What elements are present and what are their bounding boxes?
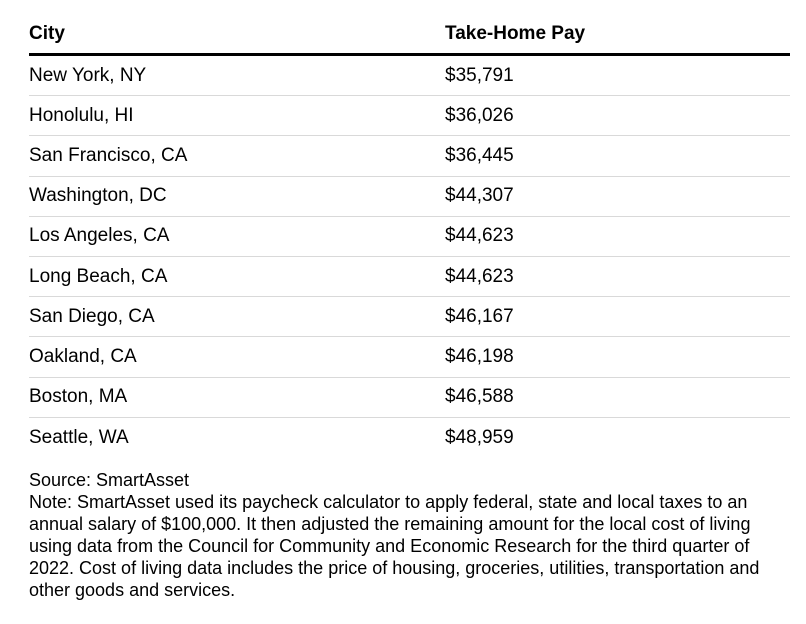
cell-city: Washington, DC <box>29 185 167 207</box>
column-header-city: City <box>29 22 65 44</box>
cell-take-home-pay: $44,623 <box>445 225 514 247</box>
cell-city: San Francisco, CA <box>29 144 188 166</box>
column-header-take-home-pay: Take-Home Pay <box>445 22 586 44</box>
cell-take-home-pay: $46,588 <box>445 386 514 408</box>
cell-city: Oakland, CA <box>29 345 137 367</box>
cell-city: Long Beach, CA <box>29 265 168 287</box>
table-row <box>29 378 790 418</box>
source-note: Source: SmartAsset <box>29 470 190 490</box>
table-row <box>29 337 790 377</box>
table-row <box>29 56 790 96</box>
cell-city: San Diego, CA <box>29 305 155 327</box>
table-header <box>29 14 790 56</box>
table-row <box>29 136 790 176</box>
table-row <box>29 418 790 458</box>
table-body <box>29 56 790 458</box>
methodology-note: Note: SmartAsset used its paycheck calculator to apply federal, state and local taxes to an annual salary of $100,000. It then adjusted the remaining amount for the local cost of living using data from the Council for Community and Economic Research for the third quarter of 2022. Cost of living data includes the price of housing, groceries, utilities, transportation and other goods and services. <box>29 492 760 600</box>
cell-take-home-pay: $48,959 <box>445 426 514 448</box>
table-row <box>29 217 790 257</box>
cell-city: New York, NY <box>29 64 147 86</box>
cell-take-home-pay: $44,307 <box>445 185 514 207</box>
cell-take-home-pay: $46,198 <box>445 345 514 367</box>
cell-take-home-pay: $35,791 <box>445 64 514 86</box>
table-footer <box>29 469 794 601</box>
table-row <box>29 96 790 136</box>
table-row <box>29 257 790 297</box>
cell-city: Seattle, WA <box>29 426 129 448</box>
cell-take-home-pay: $36,445 <box>445 144 514 166</box>
cell-take-home-pay: $44,623 <box>445 265 514 287</box>
table-row <box>29 297 790 337</box>
cell-take-home-pay: $36,026 <box>445 104 514 126</box>
table-row <box>29 177 790 217</box>
cell-take-home-pay: $46,167 <box>445 305 514 327</box>
cell-city: Los Angeles, CA <box>29 225 170 247</box>
data-table <box>29 14 790 458</box>
cell-city: Boston, MA <box>29 386 128 408</box>
cell-city: Honolulu, HI <box>29 104 134 126</box>
